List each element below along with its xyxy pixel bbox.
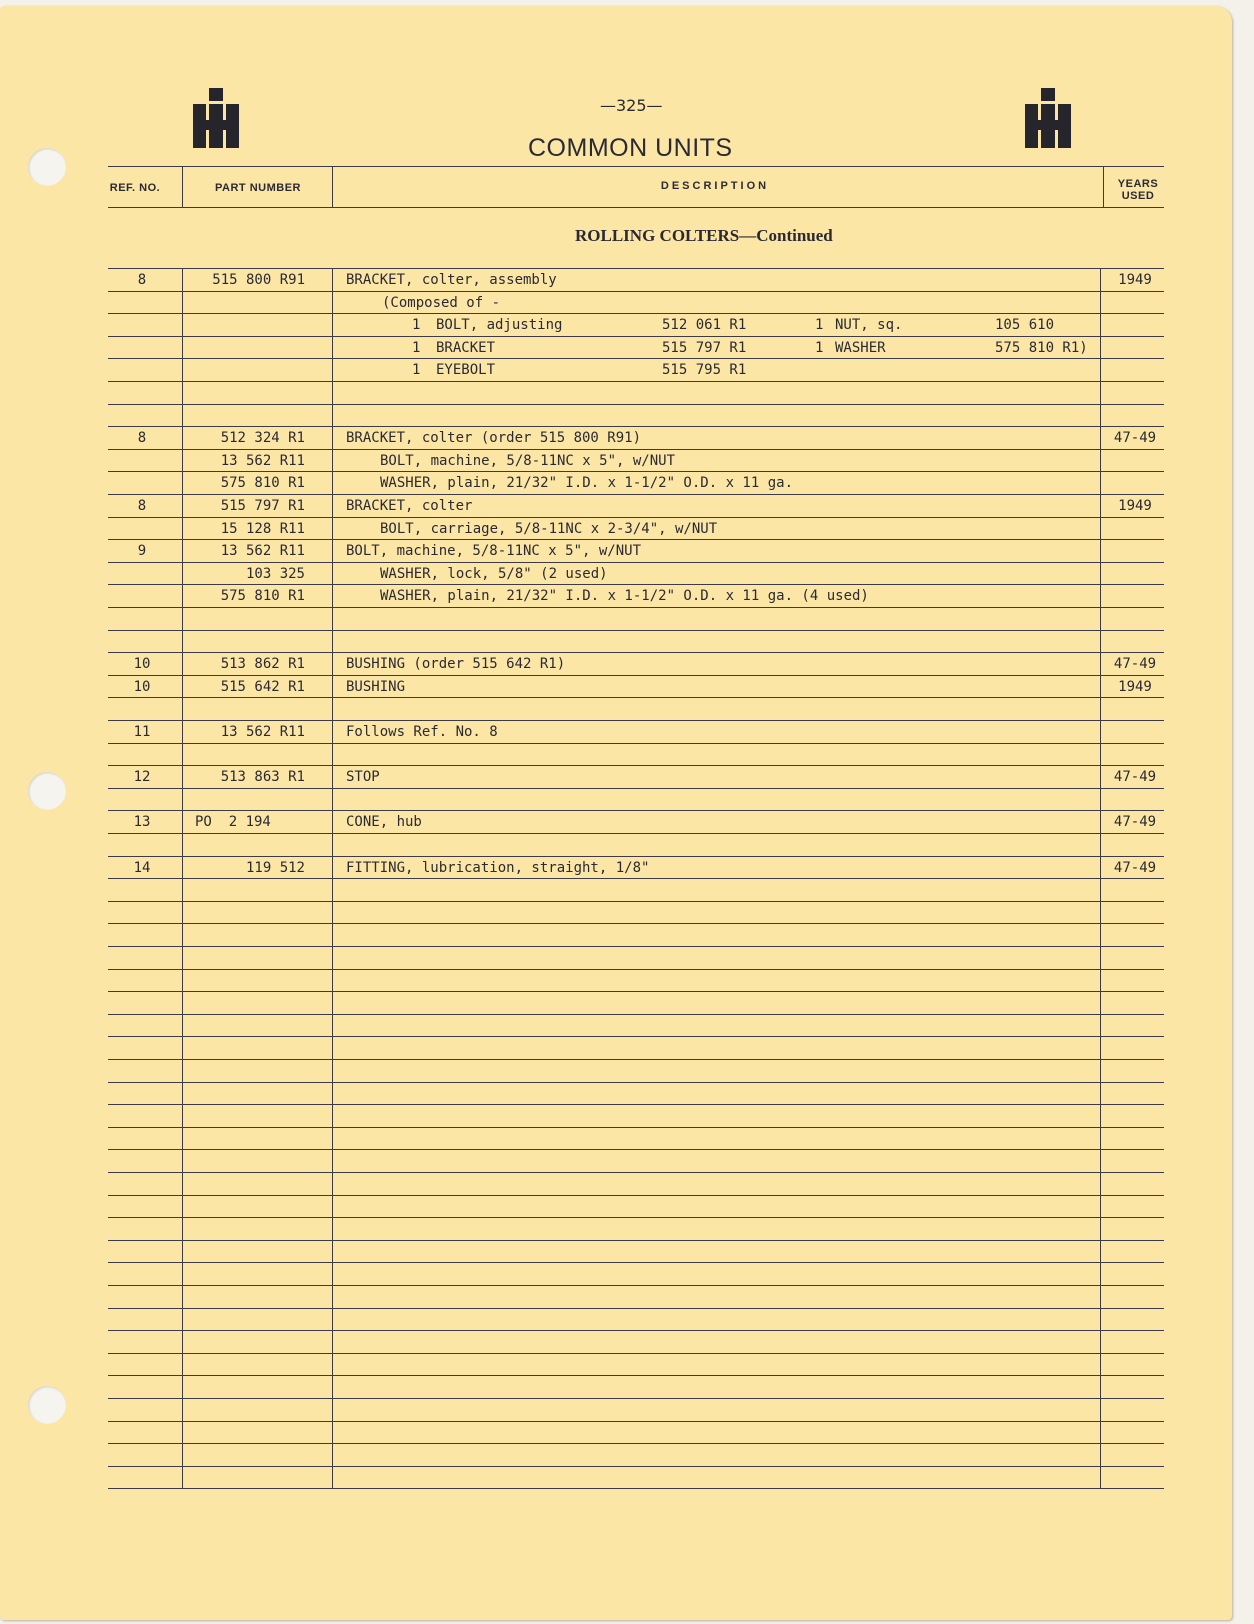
column-header-ref-no: REF. NO. (109, 182, 161, 194)
composed-item-part: 515 797 R1 (662, 339, 747, 356)
table-rule (108, 381, 1164, 382)
ref-number-cell: 14 (133, 859, 151, 876)
table-rule (108, 336, 1164, 337)
part-number-cell: 15 128 R11 (220, 520, 305, 537)
section-title: ROLLING COLTERS—Continued (575, 226, 833, 245)
description-cell: BOLT, machine, 5/8-11NC x 5", w/NUT (346, 543, 642, 560)
catalog-page (0, 6, 1232, 1620)
composed-item-qty2: 1 (815, 317, 824, 334)
composed-item-qty: 1 (412, 339, 421, 356)
table-rule (108, 1488, 1164, 1489)
ref-number-cell: 10 (133, 656, 151, 673)
table-rule (108, 856, 1164, 857)
table-rule (108, 1217, 1164, 1218)
part-number-cell: 575 810 R1 (220, 475, 305, 492)
table-rule (108, 562, 1164, 563)
table-rule (108, 720, 1164, 721)
table-rule (108, 1014, 1164, 1015)
ref-number-cell: 8 (137, 498, 147, 514)
table-rule (108, 1398, 1164, 1399)
ref-number-cell: 12 (133, 769, 151, 786)
table-rule (108, 313, 1164, 314)
table-rule (108, 607, 1164, 608)
ref-number-cell: 8 (137, 272, 147, 288)
table-rule (108, 1149, 1164, 1150)
table-rule (108, 1240, 1164, 1241)
table-rule (108, 1036, 1164, 1037)
composed-item-part: 515 795 R1 (662, 362, 747, 379)
description-cell: FITTING, lubrication, straight, 1/8" (346, 859, 650, 876)
table-rule (108, 1443, 1164, 1444)
years-used-cell: 47-49 (1113, 769, 1157, 786)
part-number-cell: 515 797 R1 (220, 498, 305, 514)
column-header-part-number: PART NUMBER (215, 182, 301, 194)
ref-number-cell: 13 (133, 814, 151, 831)
composed-item-name: BRACKET (436, 339, 496, 356)
table-rule (108, 878, 1164, 879)
punch-hole-top (28, 148, 66, 186)
description-cell: WASHER, lock, 5/8" (2 used) (380, 565, 608, 582)
part-number-cell: 13 562 R11 (220, 543, 305, 560)
table-rule (108, 675, 1164, 676)
part-number-cell: 515 642 R1 (220, 678, 305, 695)
part-number-cell: PO 2 194 (195, 814, 271, 831)
part-number-cell: 13 562 R11 (220, 724, 305, 740)
column-header-years-used: YEARS USED (1117, 178, 1159, 202)
table-rule (108, 743, 1164, 744)
description-cell: (Composed of - (382, 294, 501, 311)
years-used-cell: 47-49 (1113, 430, 1157, 447)
table-rule (108, 788, 1164, 789)
table-rule (108, 539, 1164, 540)
table-rule (108, 1195, 1164, 1196)
ref-number-cell: 10 (133, 678, 151, 695)
table-rule (108, 765, 1164, 766)
composed-item-part2: 575 810 R1) (995, 339, 1088, 356)
part-number-cell: 513 863 R1 (220, 769, 305, 786)
table-rule (108, 494, 1164, 495)
table-rule (108, 1104, 1164, 1105)
part-number-cell: 119 512 (245, 859, 305, 876)
description-cell: BOLT, machine, 5/8-11NC x 5", w/NUT (380, 452, 676, 469)
table-rule (108, 652, 1164, 653)
column-rule (182, 268, 183, 1488)
years-used-cell: 1949 (1118, 272, 1152, 288)
column-rule (332, 268, 333, 1488)
table-rule (108, 1330, 1164, 1331)
header-top-rule (108, 166, 1164, 167)
composed-item-qty2: 1 (815, 339, 824, 356)
years-used-cell: 47-49 (1113, 859, 1157, 876)
header-bottom-rule (108, 207, 1164, 208)
years-used-cell: 47-49 (1113, 814, 1157, 831)
table-rule (108, 1353, 1164, 1354)
table-rule (108, 426, 1164, 427)
part-number-cell: 13 562 R11 (220, 452, 305, 469)
table-rule (108, 630, 1164, 631)
table-rule (108, 1059, 1164, 1060)
years-used-cell: 1949 (1118, 498, 1152, 514)
table-rule (108, 1375, 1164, 1376)
table-rule (108, 901, 1164, 902)
table-rule (108, 969, 1164, 970)
description-cell: WASHER, plain, 21/32" I.D. x 1-1/2" O.D. x 11 ga. (380, 475, 794, 492)
table-rule (108, 1127, 1164, 1128)
table-rule (108, 1285, 1164, 1286)
ih-logo-right-icon (1025, 88, 1071, 148)
header-divider (1103, 166, 1104, 207)
ref-number-cell: 9 (137, 543, 147, 560)
ref-number-cell: 8 (137, 430, 147, 447)
table-rule (108, 404, 1164, 405)
ih-logo-left-icon (193, 88, 239, 148)
composed-item-name2: WASHER (835, 339, 886, 356)
part-number-cell: 575 810 R1 (220, 588, 305, 605)
table-rule (108, 810, 1164, 811)
table-rule (108, 291, 1164, 292)
table-rule (108, 1172, 1164, 1173)
table-rule (108, 1082, 1164, 1083)
table-rule (108, 358, 1164, 359)
composed-item-qty: 1 (412, 362, 421, 379)
table-rule (108, 991, 1164, 992)
ref-number-cell: 11 (133, 724, 151, 740)
part-number-cell: 515 800 R91 (212, 272, 305, 288)
part-number-cell: 103 325 (245, 565, 305, 582)
description-cell: BRACKET, colter (346, 498, 473, 514)
years-used-cell: 47-49 (1113, 656, 1157, 673)
description-cell: BUSHING (order 515 642 R1) (346, 656, 566, 673)
years-used-cell: 1949 (1118, 678, 1152, 695)
header-divider (332, 166, 333, 207)
table-rule (108, 517, 1164, 518)
description-cell: Follows Ref. No. 8 (346, 724, 498, 740)
part-number-cell: 513 862 R1 (220, 656, 305, 673)
page-title: COMMON UNITS (528, 134, 733, 162)
table-rule (108, 268, 1164, 269)
table-rule (108, 1308, 1164, 1309)
header-divider (182, 166, 183, 207)
table-rule (108, 1466, 1164, 1467)
description-cell: BUSHING (346, 678, 406, 695)
table-rule (108, 1262, 1164, 1263)
punch-hole-middle (28, 772, 66, 810)
description-cell: BRACKET, colter, assembly (346, 272, 557, 288)
composed-item-name2: NUT, sq. (835, 317, 903, 334)
part-number-cell: 512 324 R1 (220, 430, 305, 447)
table-rule (108, 923, 1164, 924)
table-rule (108, 449, 1164, 450)
page-number: —325— (600, 96, 663, 115)
composed-item-part: 512 061 R1 (662, 317, 747, 334)
table-rule (108, 584, 1164, 585)
composed-item-part2: 105 610 (995, 317, 1055, 334)
composed-item-name: BOLT, adjusting (436, 317, 563, 334)
composed-item-name: EYEBOLT (436, 362, 496, 379)
description-cell: BRACKET, colter (order 515 800 R91) (346, 430, 642, 447)
table-rule (108, 946, 1164, 947)
table-rule (108, 471, 1164, 472)
description-cell: CONE, hub (346, 814, 422, 831)
description-cell: BOLT, carriage, 5/8-11NC x 2-3/4", w/NUT (380, 520, 718, 537)
table-rule (108, 697, 1164, 698)
table-rule (108, 1421, 1164, 1422)
description-cell: WASHER, plain, 21/32" I.D. x 1-1/2" O.D. x 11 ga. (4 used) (380, 588, 869, 605)
table-rule (108, 833, 1164, 834)
description-cell: STOP (346, 769, 380, 786)
column-header-description: DESCRIPTION (660, 180, 770, 192)
column-rule (1100, 268, 1101, 1488)
composed-item-qty: 1 (412, 317, 421, 334)
punch-hole-bottom (28, 1386, 66, 1424)
